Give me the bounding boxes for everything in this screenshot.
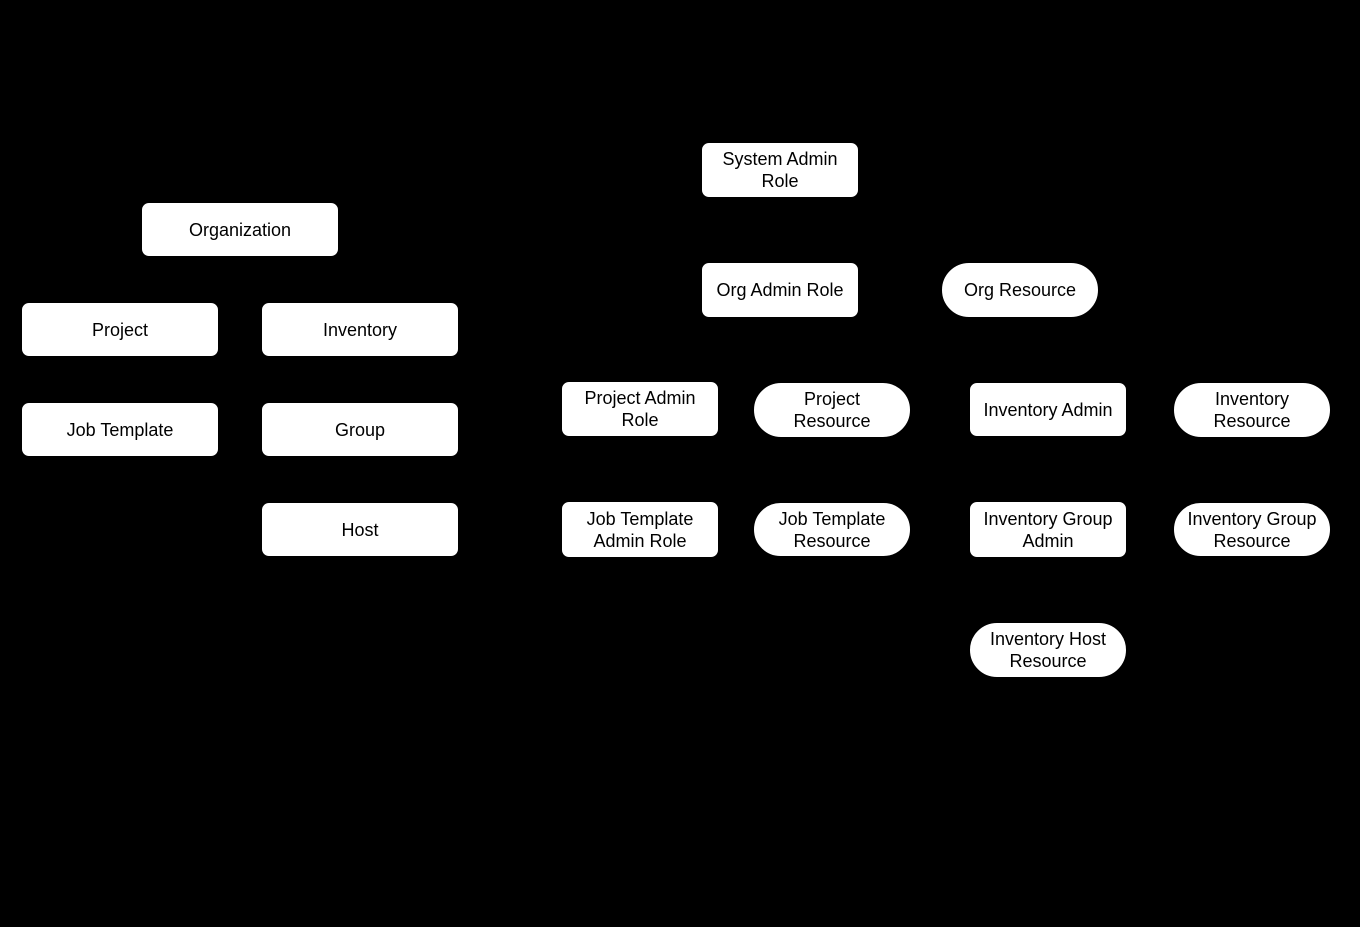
node-label: Inventory Group Resource <box>1187 508 1317 551</box>
node-inventory-host-resource <box>969 622 1127 678</box>
node-label: Inventory Host Resource <box>989 629 1107 671</box>
node-label: Inventory Resource <box>1213 389 1291 431</box>
node-label: Project Admin Role <box>584 388 696 430</box>
node-label: Inventory Group Admin <box>983 508 1113 551</box>
node-label: Inventory Admin <box>983 399 1113 420</box>
node-label: Org Resource <box>963 280 1077 300</box>
node-label: Group <box>334 419 386 440</box>
node-project <box>21 302 219 357</box>
node-org-admin-role <box>701 262 859 318</box>
node-label: Project <box>91 319 149 340</box>
node-group <box>261 402 459 457</box>
node-inventory-admin <box>969 382 1127 437</box>
node-project-admin-role <box>561 381 719 437</box>
node-label: Host <box>341 519 379 540</box>
node-project-resource <box>753 382 911 438</box>
node-job-template-admin-role <box>561 501 719 558</box>
node-label: System Admin Role <box>722 149 838 191</box>
node-host <box>261 502 459 557</box>
node-inventory-resource <box>1173 382 1331 438</box>
node-organization <box>141 202 339 257</box>
node-label: Job Template Admin Role <box>586 508 694 551</box>
node-inventory-group-admin <box>969 501 1127 558</box>
node-inventory <box>261 302 459 357</box>
node-label: Job Template <box>66 419 174 440</box>
node-system-admin-role <box>701 142 859 198</box>
node-label: Job Template Resource <box>778 508 886 551</box>
node-label: Org Admin Role <box>716 280 844 300</box>
node-label: Organization <box>188 219 292 240</box>
node-label: Project Resource <box>793 389 871 431</box>
node-job-template-resource <box>753 502 911 557</box>
node-label: Inventory <box>322 319 398 340</box>
node-org-resource <box>941 262 1099 318</box>
node-job-template <box>21 402 219 457</box>
node-inventory-group-resource <box>1173 502 1331 557</box>
